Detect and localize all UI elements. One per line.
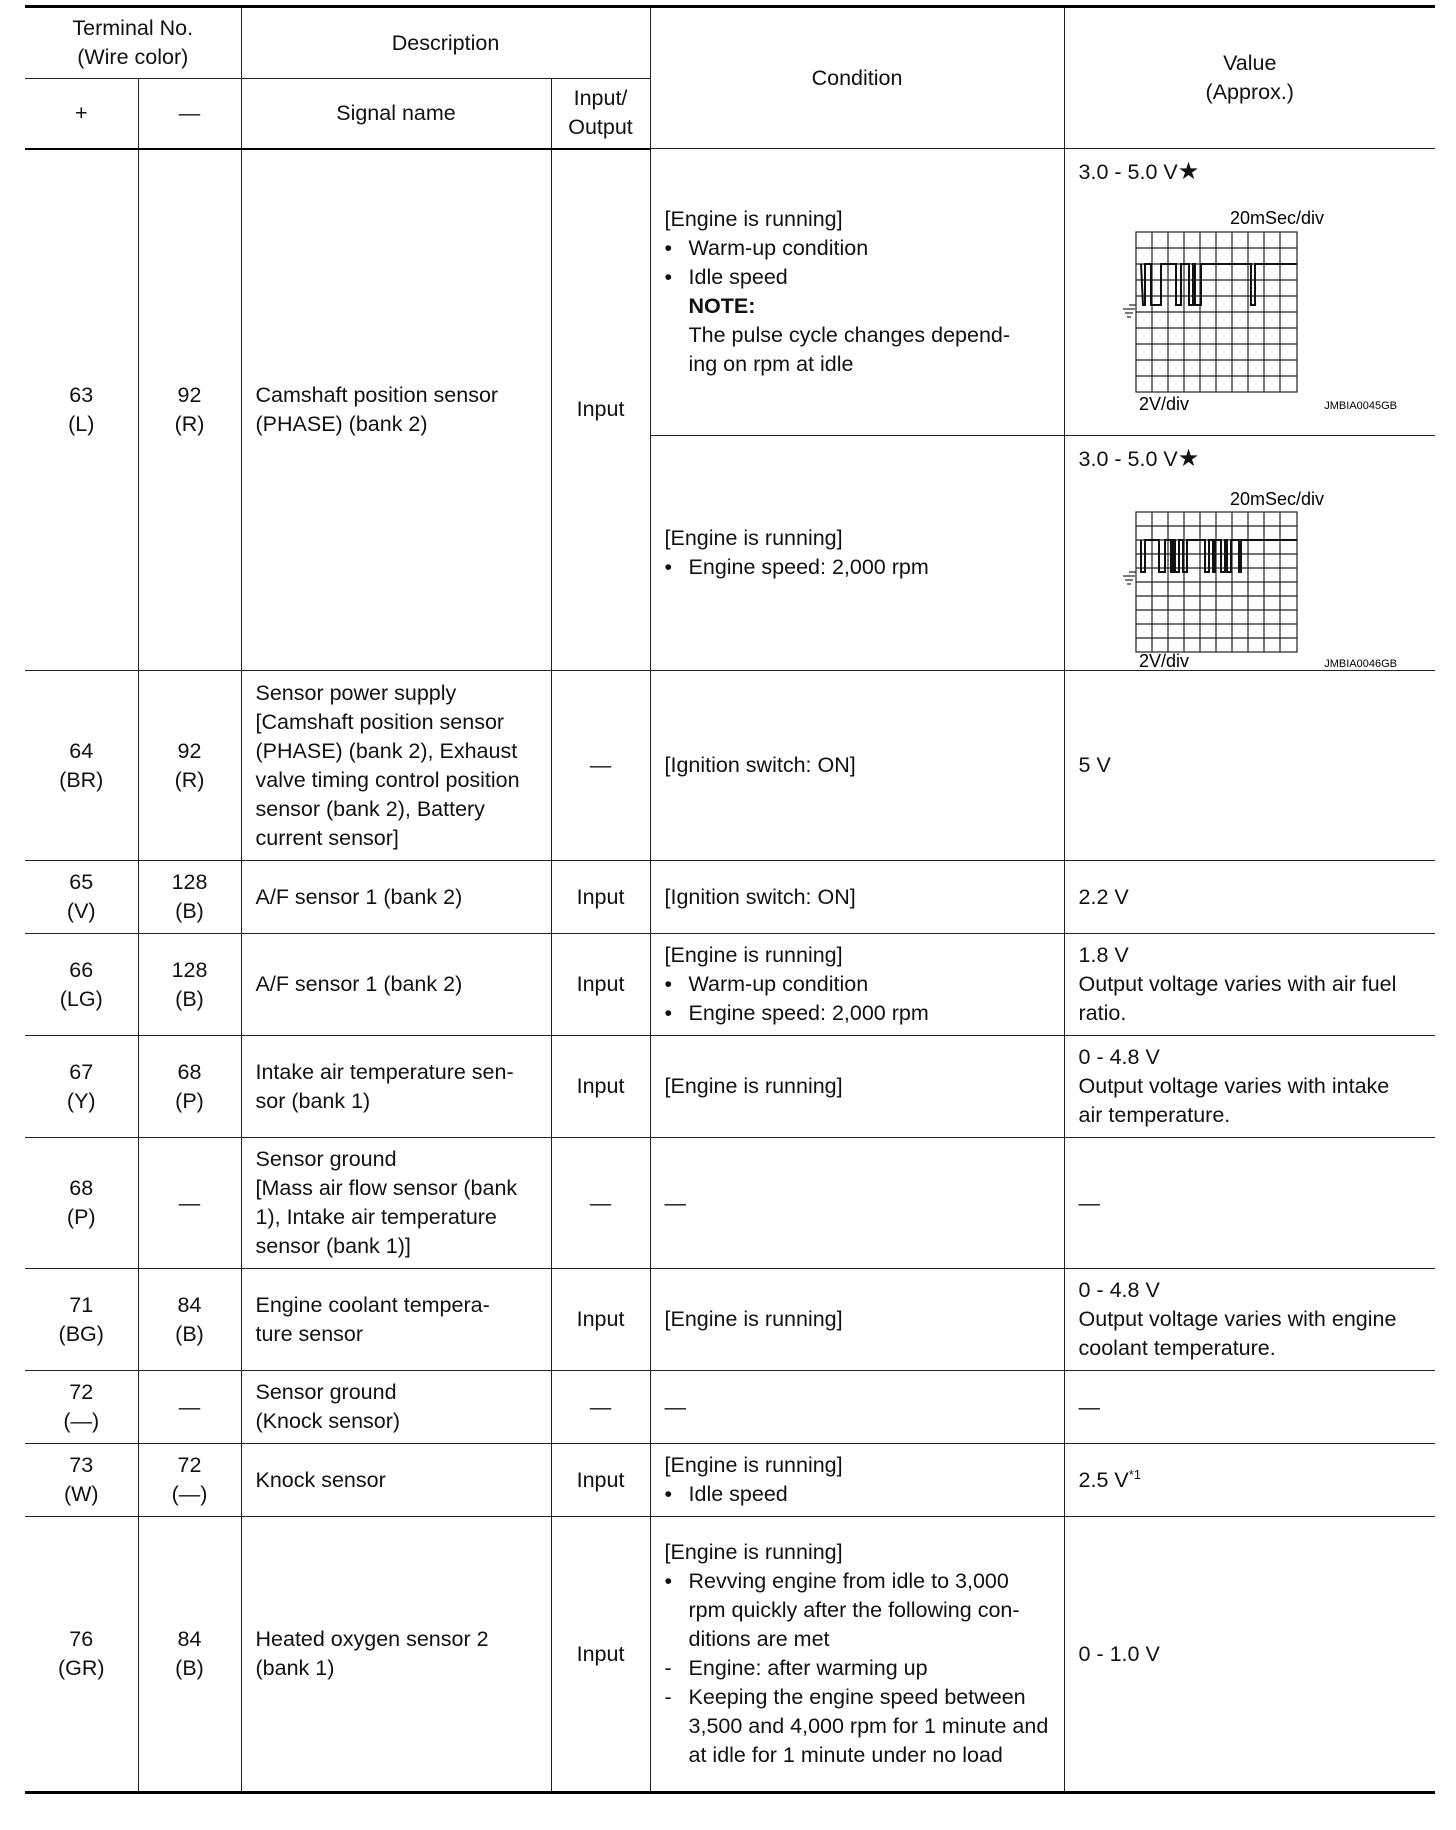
io-cell: Input [551,1036,650,1138]
value-cell: — [1064,1371,1435,1444]
minus-terminal: 92 (R) [138,671,241,861]
io-cell: Input [551,1269,650,1371]
condition-cell: [Engine is running] [650,1036,1064,1138]
value-cell: 0 - 4.8 V Output voltage varies with engine coolant temperature. [1064,1269,1435,1371]
plus-terminal: 67 (Y) [25,1036,138,1138]
plus-terminal: 71 (BG) [25,1269,138,1371]
value-cell: 2.2 V [1064,861,1435,934]
signal-name: Heated oxygen sensor 2 (bank 1) [241,1517,551,1793]
signal-name: Sensor power supply [Camshaft position sensor (PHASE) (bank 2), Exhaust valve timing control position sensor (bank 2), Battery current sensor] [241,671,551,861]
minus-terminal: 84 (B) [138,1517,241,1793]
condition-cell: — [650,1138,1064,1269]
signal-name: Knock sensor [241,1444,551,1517]
footnote-ref: *1 [1128,1466,1142,1482]
signal-name: Engine coolant tempera- ture sensor [241,1269,551,1371]
figure-ref: JMBIA0045GB [1323,400,1397,412]
value-cell: 0 - 1.0 V [1064,1517,1435,1793]
table-row [25,934,1435,1036]
header-description: Description [241,7,650,79]
minus-terminal: 128 (B) [138,861,241,934]
signal-name: Intake air temperature sen- sor (bank 1) [241,1036,551,1138]
table-row [25,1444,1435,1517]
minus-terminal: 84 (B) [138,1269,241,1371]
io-cell: Input [551,149,650,671]
table-row [25,1371,1435,1444]
star-icon: ★ [1177,158,1200,185]
table-row [25,149,1435,436]
waveform-svg [1079,187,1399,417]
value-cell: 3.0 - 5.0 V★ 20mSec/div 2V/div JMBIA0046GB [1064,436,1435,671]
condition-cell: [Engine is running] • Warm-up condition • Idle speed NOTE: The pulse cycle changes depend- ing on rpm at idle [650,149,1064,436]
io-cell: — [551,1371,650,1444]
table-row [25,1036,1435,1138]
oscilloscope-waveform-2 [1079,474,1399,670]
condition-cell: [Engine is running] • Idle speed [650,1444,1064,1517]
minus-terminal: 72 (—) [138,1444,241,1517]
value-cell: 1.8 V Output voltage varies with air fuel ratio. [1064,934,1435,1036]
star-icon: ★ [1177,445,1200,472]
header-io: Input/ Output [551,79,650,149]
condition-cell: [Ignition switch: ON] [650,861,1064,934]
scope-time-label: 20mSec/div [1229,208,1324,228]
io-cell: Input [551,861,650,934]
io-cell: Input [551,1517,650,1793]
condition-cell: [Engine is running] • Revving engine from idle to 3,000 rpm quickly after the following con-ditions are met - Engine: after warming up - Keeping the engine speed between 3,500 and 4,000 rpm for 1 minute and at idle for 1 minute under no load [650,1517,1064,1793]
minus-terminal: — [138,1371,241,1444]
minus-terminal: 128 (B) [138,934,241,1036]
header-minus: — [138,79,241,149]
value-cell: 0 - 4.8 V Output voltage varies with intake air temperature. [1064,1036,1435,1138]
signal-name: Sensor ground (Knock sensor) [241,1371,551,1444]
oscilloscope-waveform-1 [1079,187,1399,435]
io-cell: Input [551,1444,650,1517]
condition-cell: [Engine is running] [650,1269,1064,1371]
waveform-trace [1141,540,1297,572]
header-plus: + [25,79,138,149]
scope-volt-label: 2V/div [1138,394,1189,414]
signal-name: Sensor ground [Mass air flow sensor (bank 1), Intake air temperature sensor (bank 1)] [241,1138,551,1269]
io-cell: Input [551,934,650,1036]
plus-terminal: 72 (—) [25,1371,138,1444]
scope-time-label: 20mSec/div [1229,489,1324,509]
minus-terminal: — [138,1138,241,1269]
plus-terminal: 73 (W) [25,1444,138,1517]
signal-name: Camshaft position sensor (PHASE) (bank 2) [241,149,551,671]
scope-grid [1136,512,1297,652]
waveform-trace [1141,264,1297,305]
header-value: Value (Approx.) [1064,7,1435,149]
header-condition: Condition [650,7,1064,149]
value-cell: — [1064,1138,1435,1269]
plus-terminal: 68 (P) [25,1138,138,1269]
figure-ref: JMBIA0046GB [1323,658,1397,670]
io-cell: — [551,671,650,861]
scope-volt-label: 2V/div [1138,651,1189,670]
header-terminal: Terminal No. (Wire color) [25,7,241,79]
condition-cell: [Ignition switch: ON] [650,671,1064,861]
signal-name: A/F sensor 1 (bank 2) [241,861,551,934]
plus-terminal: 76 (GR) [25,1517,138,1793]
terminal-spec-table [25,5,1435,1794]
io-cell: — [551,1138,650,1269]
condition-cell: — [650,1371,1064,1444]
plus-terminal: 64 (BR) [25,671,138,861]
table-row [25,671,1435,861]
table-row [25,1269,1435,1371]
waveform-svg [1079,474,1399,670]
value-cell: 3.0 - 5.0 V★ 20mSec/div 2V/div JMBIA0045GB [1064,149,1435,436]
minus-terminal: 68 (P) [138,1036,241,1138]
table-row [25,1138,1435,1269]
plus-terminal: 63 (L) [25,149,138,671]
plus-terminal: 65 (V) [25,861,138,934]
table-row [25,861,1435,934]
minus-terminal: 92 (R) [138,149,241,671]
value-cell: 2.5 $V^{*1}$ [1064,1444,1435,1517]
signal-name: A/F sensor 1 (bank 2) [241,934,551,1036]
header-signal-name: Signal name [241,79,551,149]
condition-cell: [Engine is running] • Engine speed: 2,000 rpm [650,436,1064,671]
plus-terminal: 66 (LG) [25,934,138,1036]
table-row [25,1517,1435,1793]
scope-grid [1136,232,1297,392]
condition-cell: [Engine is running] • Warm-up condition • Engine speed: 2,000 rpm [650,934,1064,1036]
value-cell: 5 V [1064,671,1435,861]
ground-symbol [1123,305,1136,317]
ground-symbol [1123,572,1136,584]
